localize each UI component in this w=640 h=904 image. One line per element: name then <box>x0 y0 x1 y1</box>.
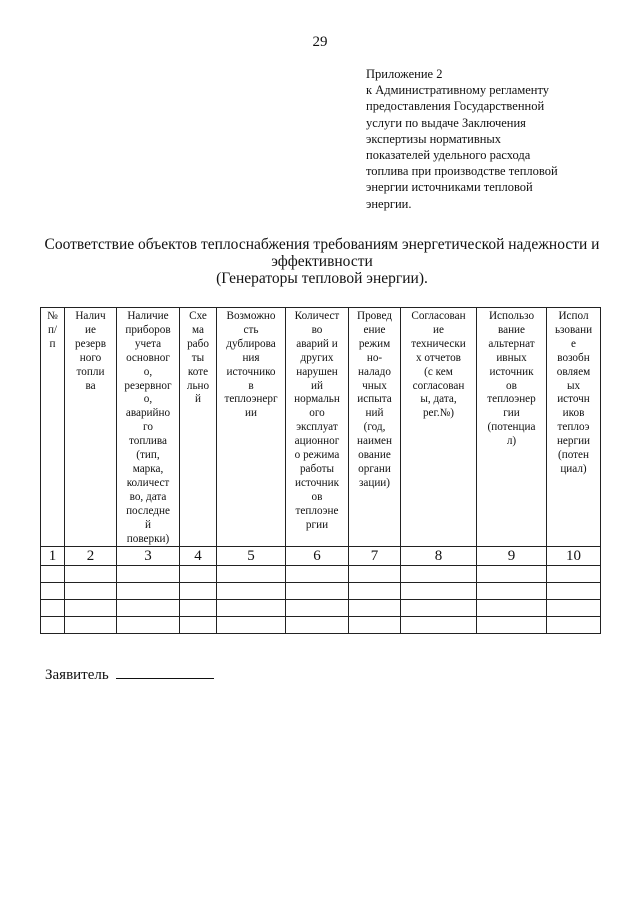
header-text: наладо <box>358 365 391 378</box>
table-cell[interactable] <box>180 600 217 617</box>
header-text: ний <box>365 407 384 420</box>
appendix-line: энергии. <box>366 196 412 211</box>
column-number: 2 <box>65 547 117 566</box>
header-text: (тип, <box>136 449 160 462</box>
applicant-signature <box>45 664 214 684</box>
header-text: основног <box>126 351 170 364</box>
table-cell[interactable] <box>217 583 286 600</box>
header-text: теплоэне <box>295 504 339 517</box>
header-text: поверки) <box>126 532 170 545</box>
header-text: технически <box>411 337 466 350</box>
header-text: топлива <box>129 435 167 448</box>
header-text: нарушен <box>296 365 338 378</box>
signature-line <box>116 664 214 679</box>
header-text: учета <box>134 337 162 350</box>
table-cell[interactable] <box>117 583 180 600</box>
column-number: 4 <box>180 547 217 566</box>
header-text: ие <box>433 323 444 336</box>
header-text: источн <box>557 393 590 406</box>
header-text: л) <box>506 435 517 448</box>
table-cell[interactable] <box>180 583 217 600</box>
header-text: ого <box>309 407 325 420</box>
header-text: режим <box>358 337 391 350</box>
column-header-8 <box>401 308 477 547</box>
header-text: ов <box>311 490 323 503</box>
table-cell[interactable] <box>65 617 117 634</box>
header-text: теплоэнерг <box>224 393 278 406</box>
header-text: эксплуат <box>296 421 338 434</box>
header-text: источник <box>489 365 534 378</box>
header-text: дублирова <box>226 337 276 350</box>
header-text: ие <box>85 323 96 336</box>
header-text: испыта <box>357 393 392 406</box>
table-row <box>41 583 601 600</box>
header-text: количест <box>126 476 170 489</box>
header-text: ргии <box>305 518 329 531</box>
header-text: Испол <box>558 310 589 322</box>
table-cell[interactable] <box>547 600 601 617</box>
table-cell[interactable] <box>401 617 477 634</box>
column-header-2 <box>65 308 117 547</box>
table-cell[interactable] <box>349 566 401 583</box>
header-text: нормальн <box>294 393 340 406</box>
header-text: ва <box>85 379 96 392</box>
header-text: Схе <box>189 310 207 322</box>
header-text: ивных <box>496 351 527 364</box>
table-cell[interactable] <box>65 583 117 600</box>
appendix-line: услуги по выдаче Заключения <box>366 115 526 130</box>
header-text: зации) <box>358 476 391 489</box>
column-number: 8 <box>401 547 477 566</box>
compliance-table <box>40 307 601 634</box>
table-cell[interactable] <box>117 566 180 583</box>
table-cell[interactable] <box>41 600 65 617</box>
table-cell[interactable] <box>41 583 65 600</box>
column-number: 9 <box>477 547 547 566</box>
header-text: приборов <box>125 323 171 336</box>
applicant-label: Заявитель <box>45 667 109 683</box>
table-cell[interactable] <box>41 566 65 583</box>
header-text: (потенциа <box>487 421 536 434</box>
header-text: № <box>47 310 58 322</box>
title-line-1: Соответствие объектов теплоснабжения требованиям энергетической надежности и <box>44 236 600 253</box>
header-text: й <box>145 518 151 531</box>
header-text: вание <box>497 323 526 336</box>
appendix-line: к Административному регламенту <box>366 83 550 98</box>
page-number: 29 <box>312 34 328 50</box>
header-text: й <box>195 393 201 406</box>
header-text: Согласован <box>411 310 466 322</box>
table-cell[interactable] <box>477 600 547 617</box>
header-text: нергии <box>556 435 591 448</box>
header-text: иков <box>562 407 585 420</box>
header-text: теплоэнер <box>487 393 536 406</box>
header-text: во <box>311 323 323 336</box>
table-cell[interactable] <box>547 617 601 634</box>
header-text: Наличие <box>127 310 169 322</box>
header-text: во, дата <box>129 490 167 503</box>
header-text: ение <box>363 323 386 336</box>
appendix-line: предоставления Государственной <box>366 99 545 114</box>
column-header-7 <box>349 308 401 547</box>
table-cell[interactable] <box>217 600 286 617</box>
appendix-line: Приложение 2 <box>366 67 443 81</box>
header-text: овляем <box>556 365 591 378</box>
column-header-5 <box>217 308 286 547</box>
header-text: сть <box>243 323 259 336</box>
table-cell[interactable] <box>65 600 117 617</box>
header-text: х отчетов <box>416 351 461 364</box>
table-cell[interactable] <box>217 617 286 634</box>
appendix-note <box>366 66 606 212</box>
table-cell[interactable] <box>286 583 349 600</box>
column-number: 1 <box>41 547 65 566</box>
header-text: коте <box>187 365 209 378</box>
header-text: чных <box>362 379 387 392</box>
header-text: последне <box>126 504 170 517</box>
table-row <box>41 617 601 634</box>
header-text: топли <box>76 365 105 378</box>
table-cell[interactable] <box>401 566 477 583</box>
header-text: альтернат <box>488 337 535 350</box>
appendix-line: топлива при производстве тепловой <box>366 164 558 179</box>
table-cell[interactable] <box>477 566 547 583</box>
header-text: марка, <box>132 462 164 475</box>
header-text: (год, <box>363 421 386 434</box>
table-cell[interactable] <box>180 617 217 634</box>
header-text: п <box>49 337 56 350</box>
table-header-row <box>41 308 601 547</box>
table-cell[interactable] <box>286 617 349 634</box>
table-cell[interactable] <box>117 600 180 617</box>
header-text: возобн <box>557 351 590 364</box>
header-text: аварий и <box>296 337 338 350</box>
table-cell[interactable] <box>401 600 477 617</box>
header-text: гии <box>503 407 520 420</box>
column-header-6 <box>286 308 349 547</box>
header-text: ационног <box>294 435 340 448</box>
header-text: согласован <box>412 379 465 392</box>
column-header-4 <box>180 308 217 547</box>
column-number: 5 <box>217 547 286 566</box>
header-text: ов <box>506 379 517 392</box>
table-cell[interactable] <box>477 583 547 600</box>
header-text: ния <box>242 351 260 364</box>
appendix-line: экспертизы нормативных <box>366 131 502 146</box>
header-text: Использо <box>488 310 535 322</box>
header-text: (потен <box>557 449 589 462</box>
document-title <box>30 236 614 287</box>
header-text: в <box>248 379 254 392</box>
header-text: ы, дата, <box>420 393 457 406</box>
table-cell[interactable] <box>286 600 349 617</box>
header-text: ии <box>245 407 257 420</box>
title-line-3: (Генераторы тепловой энергии). <box>216 270 428 287</box>
appendix-line: энергии источниками тепловой <box>366 180 533 195</box>
table-cell[interactable] <box>65 566 117 583</box>
header-text: Возможно <box>226 310 276 322</box>
header-text: ного <box>79 351 102 364</box>
header-text: го <box>143 421 153 434</box>
header-text: о режима <box>294 449 340 462</box>
header-text: аварийно <box>125 407 171 420</box>
header-text: ма <box>192 323 204 336</box>
table-cell[interactable] <box>41 617 65 634</box>
column-header-3 <box>117 308 180 547</box>
table-cell[interactable] <box>286 566 349 583</box>
column-number-row <box>41 547 601 566</box>
header-text: теплоэ <box>557 421 590 434</box>
table-cell[interactable] <box>349 583 401 600</box>
header-text: ых <box>566 379 581 392</box>
header-text: Налич <box>75 310 106 322</box>
header-text: Провед <box>357 310 392 322</box>
table-cell[interactable] <box>477 617 547 634</box>
column-header-1 <box>41 308 65 547</box>
header-text: органи <box>358 462 391 475</box>
table-cell[interactable] <box>547 583 601 600</box>
header-text: (с кем <box>424 365 453 378</box>
header-text: рег.№) <box>422 407 455 420</box>
header-text: резервног <box>124 379 172 392</box>
appendix-line: показателей удельного расхода <box>366 148 531 163</box>
column-header-9 <box>477 308 547 547</box>
table-cell[interactable] <box>217 566 286 583</box>
header-text: циал) <box>560 462 587 475</box>
header-text: источник <box>294 476 340 489</box>
header-text: п/ <box>47 323 58 336</box>
table-cell[interactable] <box>349 600 401 617</box>
header-text: наимен <box>357 435 392 448</box>
header-text: рабо <box>187 337 209 350</box>
header-text: ование <box>358 449 391 462</box>
table-cell[interactable] <box>401 583 477 600</box>
column-header-10 <box>547 308 601 547</box>
table-row <box>41 600 601 617</box>
header-text: источнико <box>226 365 276 378</box>
header-text: о, <box>143 393 153 406</box>
table-cell[interactable] <box>547 566 601 583</box>
header-text: льно <box>186 379 210 392</box>
header-text: работы <box>299 462 335 475</box>
header-text: других <box>300 351 334 364</box>
table-cell[interactable] <box>349 617 401 634</box>
table-cell[interactable] <box>180 566 217 583</box>
header-text: е <box>571 337 576 350</box>
column-number: 10 <box>547 547 601 566</box>
header-text: но- <box>366 351 383 364</box>
header-text: Количест <box>294 310 340 322</box>
header-text: о, <box>143 365 153 378</box>
column-number: 6 <box>286 547 349 566</box>
header-text: ий <box>311 379 323 392</box>
column-number: 7 <box>349 547 401 566</box>
header-text: резерв <box>75 337 106 350</box>
table-row <box>41 566 601 583</box>
title-line-2: эффективности <box>271 253 373 270</box>
table-cell[interactable] <box>117 617 180 634</box>
header-text: ьзовани <box>554 323 593 336</box>
column-number: 3 <box>117 547 180 566</box>
header-text: ты <box>191 351 205 364</box>
